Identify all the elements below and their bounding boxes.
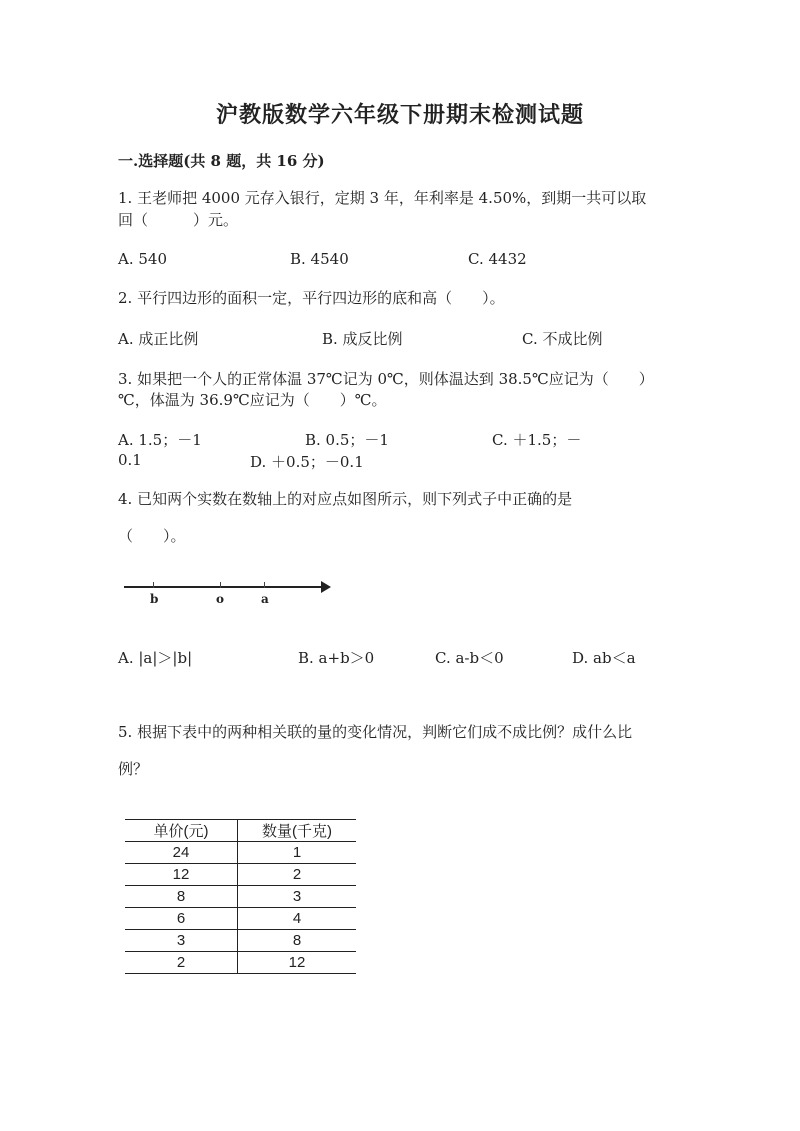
table-row	[125, 886, 356, 908]
question-2-option-c[interactable]: C. 不成比例	[522, 330, 603, 348]
question-3-line-1: 3. 如果把一个人的正常体温 37℃记为 0℃，则体温达到 38.5℃应记为（ ）	[118, 370, 654, 388]
question-4-line-1: 4. 已知两个实数在数轴上的对应点如图所示，则下列式子中正确的是	[118, 490, 573, 508]
question-2-option-b[interactable]: B. 成反比例	[322, 330, 403, 348]
column-header-quantity: 数量(千克)	[238, 820, 357, 842]
number-line-label-o: o	[216, 592, 225, 606]
cell-quantity: 12	[238, 952, 357, 974]
number-line-label-a: a	[261, 592, 269, 606]
question-1-option-b[interactable]: B. 4540	[290, 250, 349, 268]
cell-unit-price: 8	[125, 886, 238, 908]
table-header-row	[125, 820, 356, 842]
question-3-line-2: ℃，体温为 36.9℃应记为（ ）℃。	[118, 391, 387, 409]
number-line-tick-o	[220, 582, 221, 588]
question-1-option-c[interactable]: C. 4432	[468, 250, 527, 268]
table-row	[125, 864, 356, 886]
column-header-unit-price: 单价(元)	[125, 820, 238, 842]
question-3-option-c[interactable]: C. ＋1.5；－	[492, 431, 582, 449]
cell-quantity: 2	[238, 864, 357, 886]
question-2-line-1: 2. 平行四边形的面积一定，平行四边形的底和高（ ）。	[118, 289, 505, 307]
question-1-option-a[interactable]: A. 540	[118, 250, 167, 268]
cell-unit-price: 6	[125, 908, 238, 930]
table-row	[125, 842, 356, 864]
table-row	[125, 908, 356, 930]
table-row	[125, 930, 356, 952]
question-4-option-a[interactable]: A. |a|＞|b|	[118, 649, 193, 667]
question-3-option-b[interactable]: B. 0.5；－1	[305, 431, 389, 449]
number-line-figure	[118, 572, 343, 612]
cell-unit-price: 2	[125, 952, 238, 974]
cell-unit-price: 24	[125, 842, 238, 864]
question-3-option-d[interactable]: D. ＋0.5；－0.1	[250, 453, 364, 471]
cell-quantity: 1	[238, 842, 357, 864]
question-3-option-c-continued: 0.1	[118, 451, 142, 469]
cell-unit-price: 12	[125, 864, 238, 886]
question-4-option-c[interactable]: C. a-b＜0	[435, 649, 504, 667]
cell-quantity: 3	[238, 886, 357, 908]
number-line-arrow-icon	[321, 581, 331, 593]
question-4-option-d[interactable]: D. ab＜a	[572, 649, 636, 667]
price-quantity-table	[125, 819, 356, 974]
number-line-tick-a	[264, 582, 265, 588]
question-5-line-2: 例？	[118, 760, 149, 778]
table-row	[125, 952, 356, 974]
cell-quantity: 4	[238, 908, 357, 930]
section-heading: 一.选择题(共 8 题，共 16 分)	[118, 152, 325, 170]
question-3-option-a[interactable]: A. 1.5；－1	[118, 431, 202, 449]
question-2-option-a[interactable]: A. 成正比例	[118, 330, 199, 348]
cell-quantity: 8	[238, 930, 357, 952]
cell-unit-price: 3	[125, 930, 238, 952]
question-1-line-2: 回（ ）元。	[118, 211, 239, 229]
number-line-axis	[124, 586, 324, 588]
number-line-tick-b	[153, 582, 154, 588]
question-4-line-2: （ ）。	[118, 527, 186, 545]
question-5-line-1: 5. 根据下表中的两种相关联的量的变化情况，判断它们成不成比例？成什么比	[118, 723, 633, 741]
page-title: 沪教版数学六年级下册期末检测试题	[215, 102, 584, 128]
question-1-line-1: 1. 王老师把 4000 元存入银行，定期 3 年，年利率是 4.50%，到期一共可以取	[118, 189, 647, 207]
number-line-label-b: b	[150, 592, 159, 606]
question-4-option-b[interactable]: B. a+b＞0	[298, 649, 375, 667]
